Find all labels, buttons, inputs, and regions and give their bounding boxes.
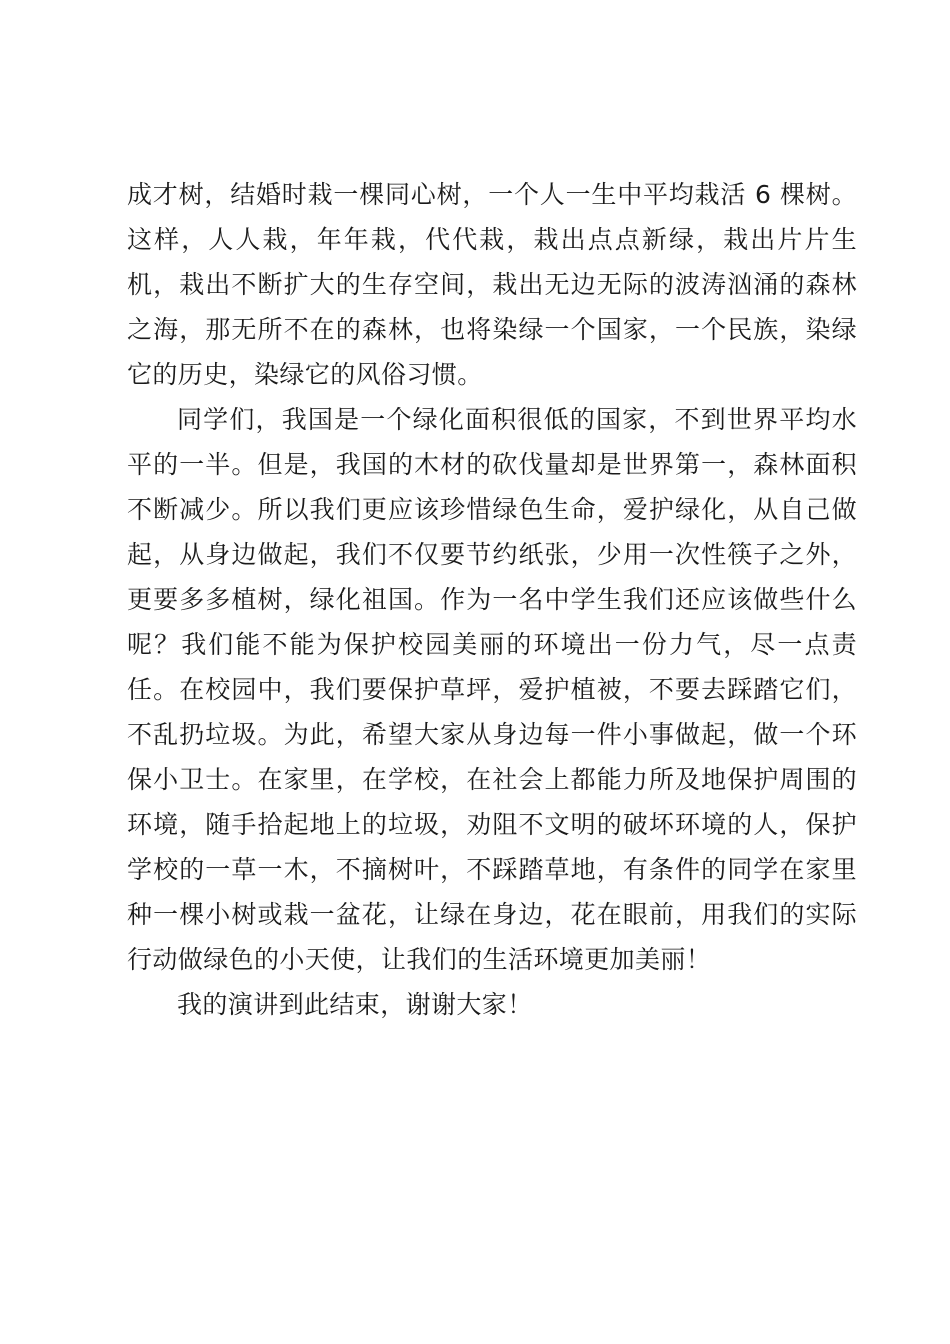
paragraph-main: 同学们，我国是一个绿化面积很低的国家，不到世界平均水平的一半。但是，我国的木材的砍伐量却是世界第一，森林面积不断减少。所以我们更应该珍惜绿色生命，爱护绿化，从自己做起，从身边做起，我们不仅要节约纸张，少用一次性筷子之外，更要多多植树，绿化祖国。作为一名中学生我们还应该做些什么呢？我们能不能为保护校园美丽的环境出一份力气，尽一点责任。在校园中，我们要保护草坪，爱护植被，不要去踩踏它们，不乱扔垃圾。为此，希望大家从身边每一件小事做起，做一个环保小卫士。在家里，在学校，在社会上都能力所及地保护周围的环境，随手拾起地上的垃圾，劝阻不文明的破坏环境的人，保护学校的一草一木，不摘树叶，不踩踏草地，有条件的同学在家里种一棵小树或栽一盆花，让绿在身边，花在眼前，用我们的实际行动做绿色的小天使，让我们的生活环境更加美丽！ [127,405,857,974]
paragraph-closing: 我的演讲到此结束，谢谢大家！ [177,990,533,1019]
speech-body [127,172,857,1027]
paragraph-continuation: 成才树，结婚时栽一棵同心树，一个人一生中平均栽活 6 棵树。这样，人人栽，年年栽，代代栽，栽出点点新绿，栽出片片生机，栽出不断扩大的生存空间，栽出无边无际的波涛汹涌的森林之海，那无所不在的森林，也将染绿一个国家，一个民族，染绿它的历史，染绿它的风俗习惯。 [127,180,857,389]
